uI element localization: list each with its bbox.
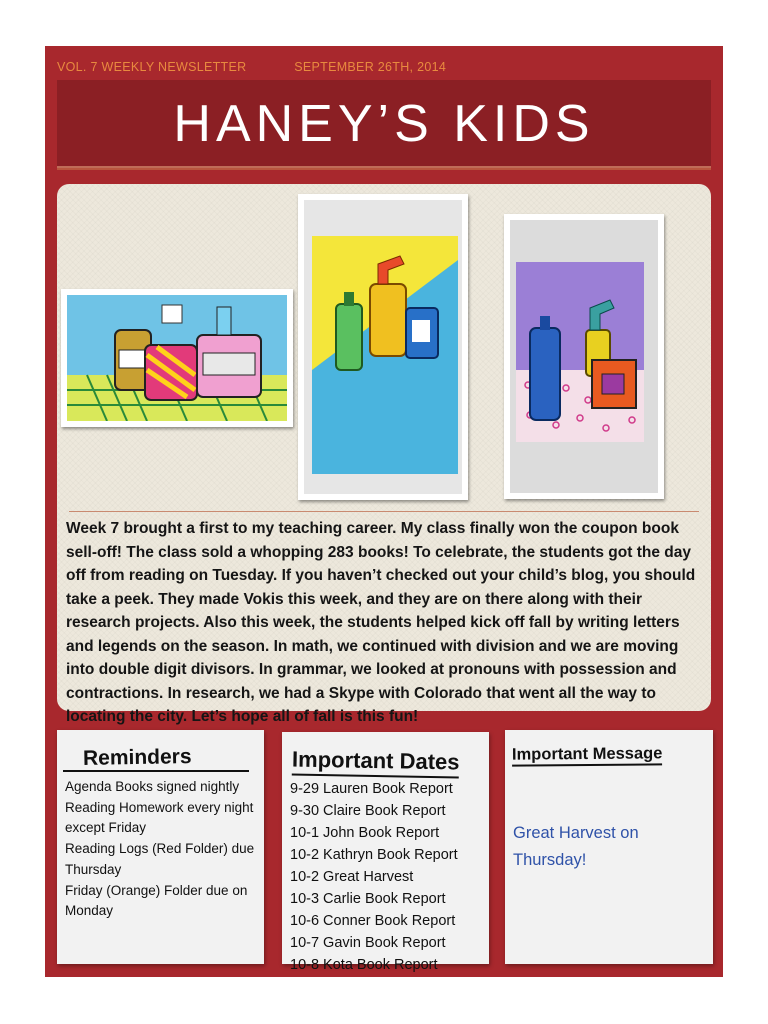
section-divider bbox=[69, 511, 699, 512]
issue-date: SEPTEMBER 26TH, 2014 bbox=[294, 60, 447, 74]
list-item: Reading Logs (Red Folder) due Thursday bbox=[65, 841, 255, 877]
newsletter-title: HANEY’S KIDS bbox=[173, 95, 595, 153]
newsletter-meta bbox=[57, 60, 446, 74]
important-dates-list bbox=[290, 778, 480, 976]
list-item: 10-8 Kota Book Report bbox=[290, 957, 438, 973]
artwork-image-3 bbox=[510, 220, 658, 493]
list-item: Reading Homework every night except Friday bbox=[65, 799, 254, 836]
list-item: 9-30 Claire Book Report bbox=[290, 803, 446, 819]
list-item: Agenda Books signed nightly bbox=[65, 779, 240, 794]
list-item: 10-6 Conner Book Report bbox=[290, 913, 456, 929]
important-message-title: Important Message bbox=[512, 744, 663, 766]
list-item: Friday (Orange) Folder due on Monday bbox=[65, 882, 248, 919]
artwork-photo-3 bbox=[504, 214, 664, 499]
article-body: Week 7 brought a first to my teaching career. My class finally won the coupon book sell-off! The class sold a whopping 283 books! To celebrate, the students got the day off from reading on Tuesday. If you haven’t checked out your child’s blog, you should take a peek. They made Vokis this week, and they are on there along with their research projects. Also this week, the students helped kick off fall by writing letters and legends on the season. In math, we continued with division and we are moving into double digit divisors. In grammar, we looked at pronouns with possession and contractions. In research, we had a Skype with Colorado that went all the way to locating the city. Let’s hope all of fall is this fun! bbox=[66, 520, 696, 725]
important-dates-card bbox=[282, 732, 489, 973]
important-dates-title: Important Dates bbox=[292, 747, 460, 779]
title-band bbox=[57, 80, 711, 168]
list-item: 10-7 Gavin Book Report bbox=[290, 935, 446, 951]
important-message-body: Great Harvest on Thursday! bbox=[513, 824, 639, 869]
reminders-card bbox=[57, 730, 264, 964]
list-item: 9-29 Lauren Book Report bbox=[290, 781, 453, 797]
list-item: 10-1 John Book Report bbox=[290, 825, 440, 841]
list-item: 10-2 Great Harvest bbox=[290, 869, 414, 885]
artwork-image-1 bbox=[67, 295, 287, 421]
reminders-list bbox=[65, 777, 270, 922]
reminders-underline bbox=[63, 770, 249, 772]
artwork-image-2 bbox=[304, 200, 462, 494]
list-item: 10-2 Kathryn Book Report bbox=[290, 847, 458, 863]
list-item: 10-3 Carlie Book Report bbox=[290, 891, 446, 907]
volume-label: VOL. 7 WEEKLY NEWSLETTER bbox=[57, 60, 247, 74]
artwork-photo-1 bbox=[61, 289, 293, 427]
newsletter-page bbox=[45, 46, 723, 977]
important-message-card bbox=[505, 730, 713, 964]
artwork-photo-2 bbox=[298, 194, 468, 500]
reminders-title: Reminders bbox=[82, 745, 192, 770]
